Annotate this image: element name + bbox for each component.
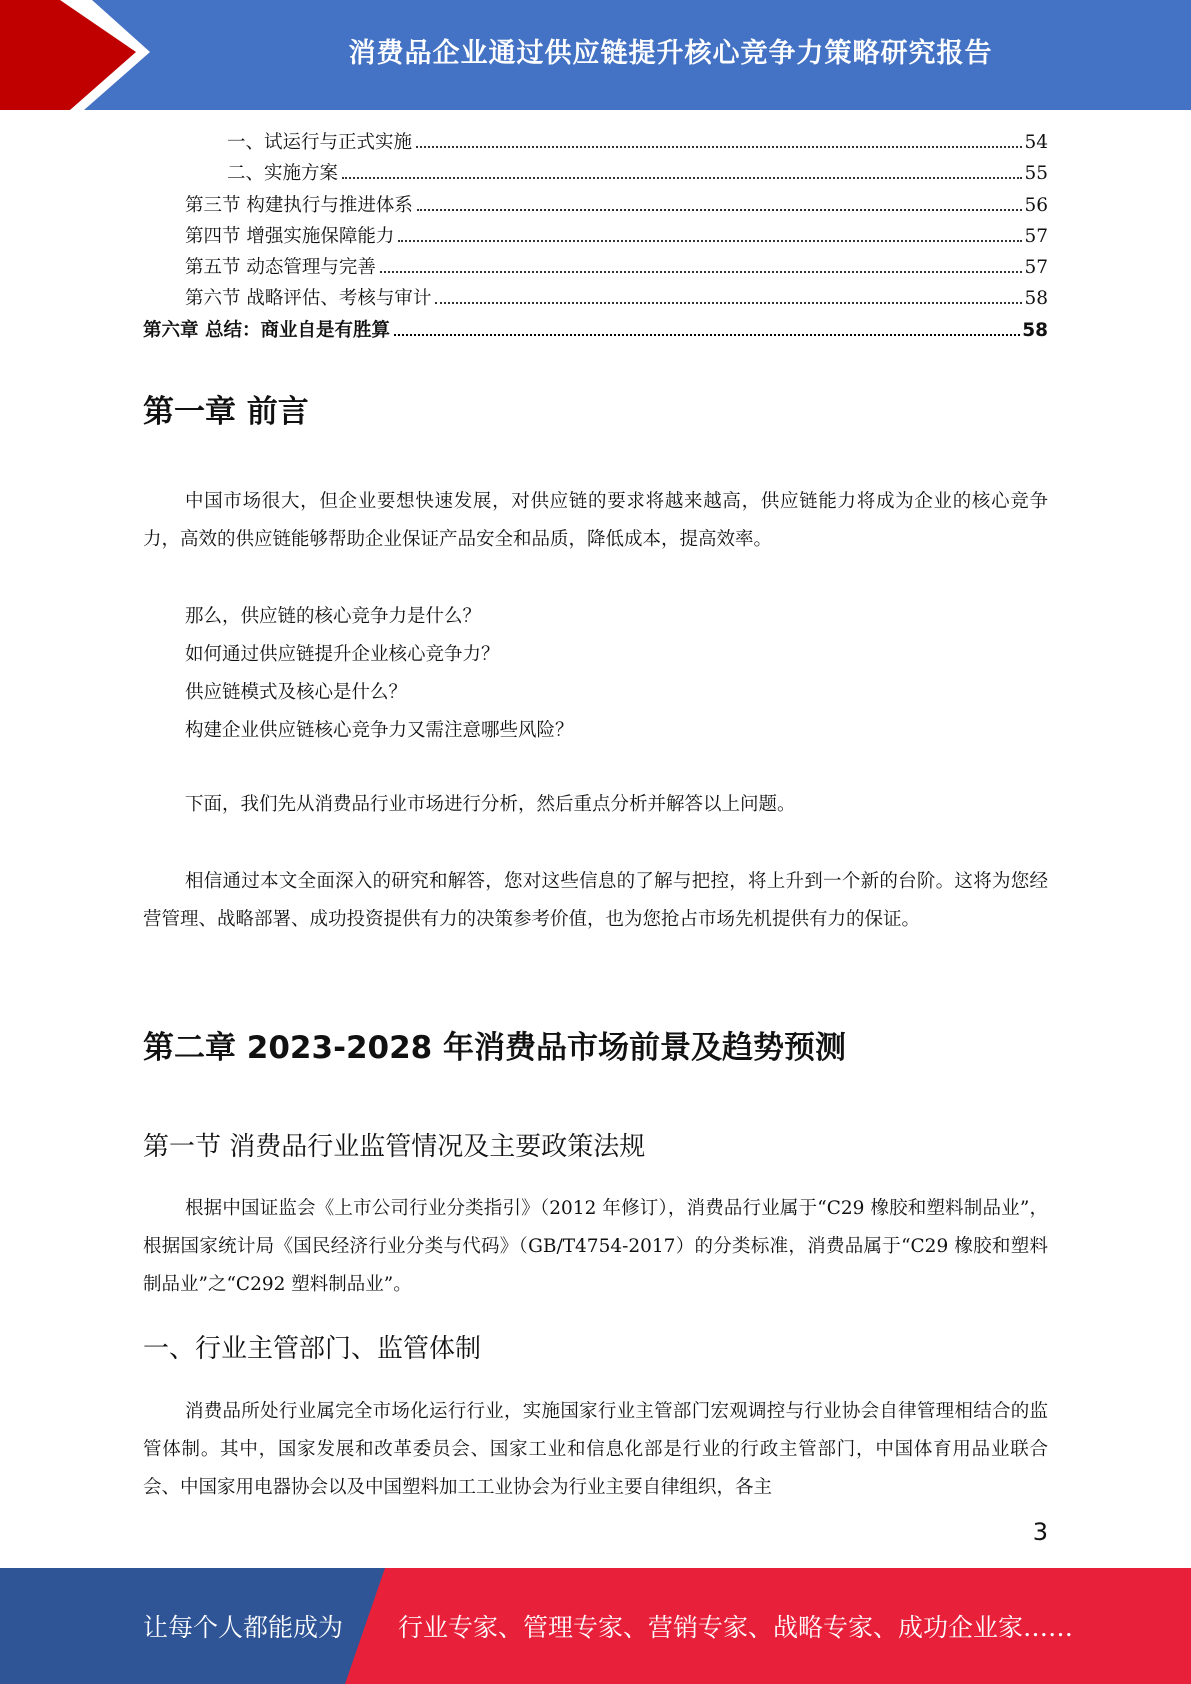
toc-entry-page: 54 <box>1024 132 1048 153</box>
toc-leader <box>416 145 1022 148</box>
toc-entry-page: 55 <box>1024 163 1048 185</box>
toc-entry-page: 57 <box>1024 225 1048 247</box>
footer-slogan-left: 让每个人都能成为 <box>143 1613 344 1642</box>
toc-entry-title: 第三节 构建执行与推进体系 <box>185 194 413 216</box>
toc-entry-page: 57 <box>1024 257 1048 279</box>
page-number: 3 <box>1032 1518 1048 1546</box>
chapter-1-paragraph-1: 中国市场很大，但企业要想快速发展，对供应链的要求将越来越高，供应链能力将成为企业的核心竞争力，高效的供应链能够帮助企业保证产品安全和品质，降低成本，提高效率。 <box>143 491 1048 550</box>
toc-leader <box>394 333 1020 336</box>
toc-leader <box>435 301 1022 304</box>
question-item: 供应链模式及核心是什么？ <box>185 682 408 703</box>
toc-entry[interactable] <box>143 128 1048 159</box>
toc-leader <box>342 176 1022 179</box>
chapter-1-paragraph-3: 相信通过本文全面深入的研究和解答，您对这些信息的了解与把控，将上升到一个新的台阶。这将为您经营管理、战略部署、成功投资提供有力的决策参考价值，也为您抢占市场先机提供有力的保证。 <box>143 871 1048 930</box>
footer-slogan-right: 行业专家、管理专家、营销专家、战略专家、成功企业家…… <box>398 1613 1074 1642</box>
toc-entry-title: 一、试运行与正式实施 <box>227 132 413 153</box>
toc-entry-page: 58 <box>1022 319 1048 341</box>
toc-entry-title: 第六节 战略评估、考核与审计 <box>185 288 432 310</box>
toc-entry-title: 第四节 增强实施保障能力 <box>185 225 395 247</box>
toc-entry-title: 第六章 总结：商业自是有胜算 <box>143 319 390 341</box>
page-footer <box>0 1568 1191 1684</box>
toc-entry[interactable] <box>143 284 1048 315</box>
question-item: 如何通过供应链提升企业核心竞争力？ <box>185 644 500 665</box>
subsection-1-paragraph: 消费品所处行业属完全市场化运行行业，实施国家行业主管部门宏观调控与行业协会自律管理相结合的监管体制。其中，国家发展和改革委员会、国家工业和信息化部是行业的行政主管部门，中国体育用品业联合会、中国家用电器协会以及中国塑料加工工业协会为行业主要自律组织，各主 <box>143 1401 1048 1498</box>
table-of-contents <box>143 128 1048 347</box>
header-arrow-decoration <box>0 0 150 110</box>
toc-entry[interactable] <box>143 159 1048 190</box>
toc-entry[interactable] <box>143 253 1048 284</box>
toc-entry-title: 第五节 动态管理与完善 <box>185 257 376 279</box>
section-1-heading: 第一节 消费品行业监管情况及主要政策法规 <box>143 1132 646 1162</box>
page-header <box>0 0 1191 110</box>
toc-leader <box>380 270 1023 273</box>
toc-entry[interactable] <box>143 191 1048 222</box>
subsection-1-heading: 一、行业主管部门、监管体制 <box>143 1334 482 1364</box>
chapter-1-paragraph-2: 下面，我们先从消费品行业市场进行分析，然后重点分析并解答以上问题。 <box>185 794 796 815</box>
toc-leader <box>398 239 1022 242</box>
chapter-2-heading: 第二章 2023-2028 年消费品市场前景及趋势预测 <box>143 1030 847 1066</box>
toc-entry-page: 56 <box>1024 194 1048 216</box>
report-title: 消费品企业通过供应链提升核心竞争力策略研究报告 <box>348 37 993 69</box>
section-1-paragraph: 根据中国证监会《上市公司行业分类指引》（2012 年修订），消费品行业属于“C29 橡胶和塑料制品业”，根据国家统计局《国民经济行业分类与代码》（GB/T4754-2017）的分类标准，消费品属于“C29 橡胶和塑料制品业”之“C292 塑料制品业”。 <box>143 1198 1048 1295</box>
toc-entry-page: 58 <box>1024 288 1048 310</box>
toc-leader <box>417 208 1023 211</box>
question-item: 那么，供应链的核心竞争力是什么？ <box>185 606 482 627</box>
question-item: 构建企业供应链核心竞争力又需注意哪些风险？ <box>185 720 574 741</box>
toc-entry[interactable] <box>143 222 1048 253</box>
toc-entry-chapter[interactable] <box>143 316 1048 347</box>
toc-entry-title: 二、实施方案 <box>227 163 339 185</box>
chapter-1-heading: 第一章 前言 <box>143 394 309 430</box>
